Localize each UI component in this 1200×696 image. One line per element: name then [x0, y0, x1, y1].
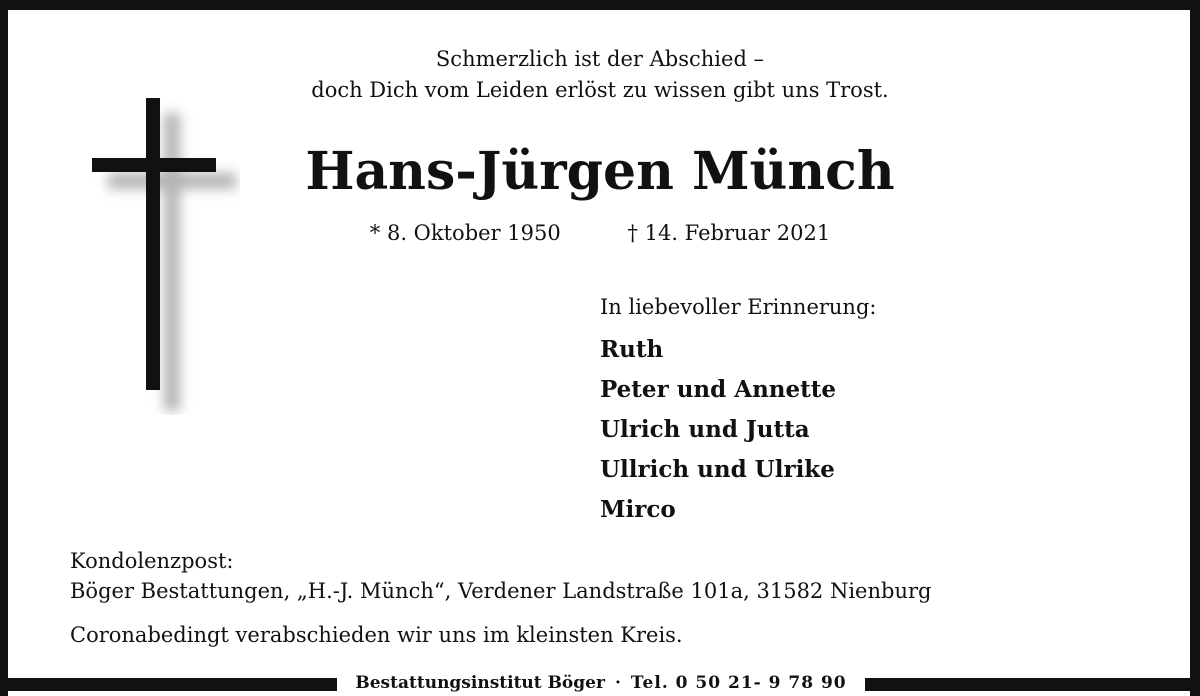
footer-separator: ·	[614, 673, 621, 693]
corona-note: Coronabedingt verabschieden wir uns im kleinsten Kreis.	[70, 623, 683, 647]
condolence-section	[70, 546, 1170, 606]
mourner-name: Ruth	[600, 336, 664, 363]
death-date: † 14. Februar 2021	[627, 221, 831, 245]
deceased-name: Hans-Jürgen Münch	[305, 141, 895, 202]
quote-line-1: Schmerzlich ist der Abschied –	[435, 47, 765, 71]
footer	[337, 670, 865, 696]
quote-line-2: doch Dich vom Leiden erlöst zu wissen gibt uns Trost.	[311, 78, 889, 102]
frame-top-border	[0, 0, 1200, 10]
condolence-address: Böger Bestattungen, „H.-J. Münch“, Verdener Landstraße 101a, 31582 Nienburg	[70, 579, 932, 603]
condolence-label: Kondolenzpost:	[70, 549, 234, 573]
footer-rule-left	[0, 678, 337, 691]
mourner-name: Peter und Annette	[600, 376, 837, 403]
footer-rule-right	[865, 678, 1200, 691]
mourner-name: Mirco	[600, 496, 676, 523]
mourners-section	[600, 292, 1160, 530]
footer-phone: Tel. 0 50 21- 9 78 90	[630, 673, 847, 693]
birth-date: * 8. Oktober 1950	[369, 221, 561, 245]
mourner-name: Ulrich und Jutta	[600, 416, 810, 443]
footer-company: Bestattungsinstitut Böger	[355, 673, 605, 693]
life-dates	[0, 218, 1200, 248]
mourners-intro: In liebevoller Erinnerung:	[600, 295, 877, 319]
mourner-name: Ullrich und Ulrike	[600, 456, 835, 483]
